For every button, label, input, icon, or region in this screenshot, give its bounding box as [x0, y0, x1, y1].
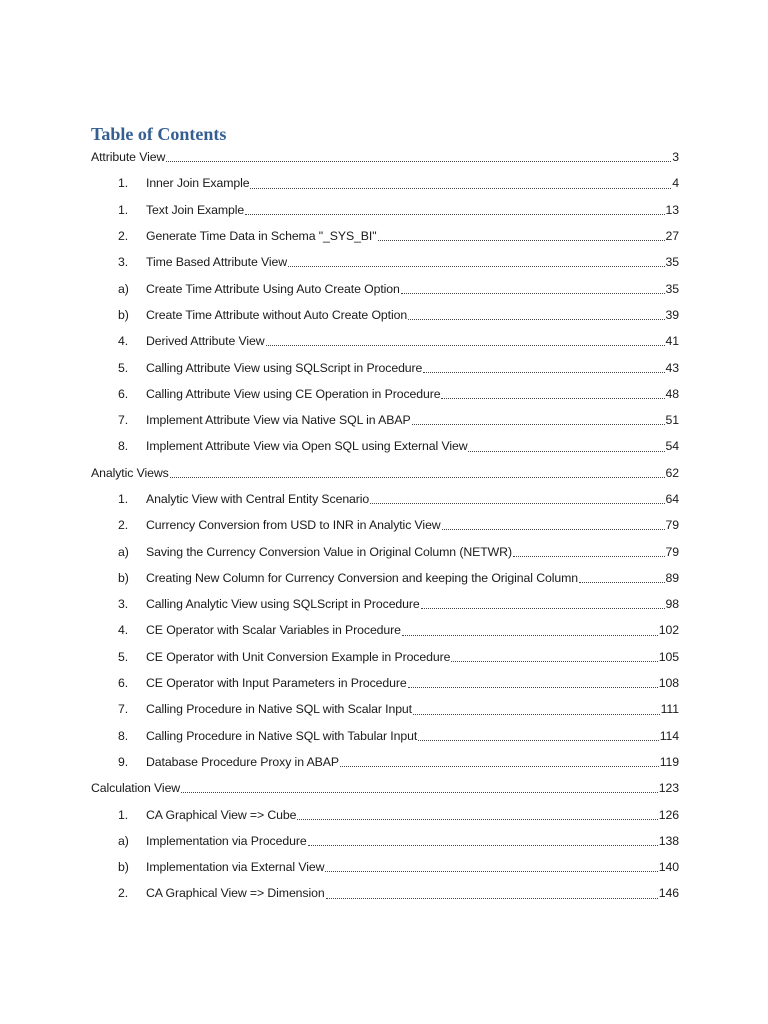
toc-entry-marker: b)	[118, 307, 129, 322]
toc-entry-text: Implement Attribute View via Native SQL in ABAP	[146, 413, 411, 428]
toc-page-number: 79	[665, 544, 679, 559]
toc-entry-text: Saving the Currency Conversion Value in Original Column (NETWR)	[146, 544, 512, 559]
toc-entry-text: Calling Procedure in Native SQL with Scalar Input	[146, 702, 412, 717]
toc-entry-marker: 9.	[118, 754, 129, 769]
toc-page-number: 64	[665, 492, 679, 506]
dot-leader	[326, 898, 658, 899]
toc-entry-text: Analytic View with Central Entity Scenario	[146, 492, 370, 506]
dot-leader	[401, 293, 665, 294]
toc-subsection-entry[interactable]	[91, 407, 679, 433]
toc-subsection-entry[interactable]	[91, 696, 679, 722]
toc-entry-text: Calling Attribute View using CE Operation in Procedure	[146, 386, 441, 401]
dot-leader	[250, 188, 671, 189]
toc-entry-text: CA Graphical View => Cube	[146, 807, 297, 822]
toc-entry-marker: 4.	[118, 623, 129, 638]
toc-entry-text: Calling Procedure in Native SQL with Tabular Input	[146, 728, 418, 743]
toc-entry-text: Calculation View	[91, 781, 181, 796]
dot-leader	[408, 687, 658, 688]
toc-entry-marker: b)	[118, 570, 129, 585]
toc-page-number: 111	[660, 702, 679, 717]
dot-leader	[402, 635, 658, 636]
toc-entry-text: Inner Join Example	[146, 176, 250, 191]
toc-subsection-entry[interactable]	[91, 617, 679, 643]
toc-page-number: 105	[658, 649, 679, 664]
toc-subsection-entry[interactable]	[91, 565, 679, 591]
toc-page-number: 89	[665, 570, 679, 585]
dot-leader	[170, 477, 665, 478]
toc-subsection-entry[interactable]	[91, 275, 679, 301]
toc-entry-text: CE Operator with Unit Conversion Example in Procedure	[146, 649, 451, 664]
toc-entry-marker: 5.	[118, 360, 129, 375]
toc-page-number: 43	[665, 360, 679, 375]
toc-page-number: 27	[665, 229, 679, 244]
toc-page-number: 35	[665, 255, 679, 270]
dot-leader	[166, 161, 671, 162]
toc-page-number: 114	[659, 728, 679, 743]
toc-entry-marker: 2.	[118, 229, 129, 244]
toc-entry-marker: 8.	[118, 439, 129, 454]
toc-page-number: 146	[658, 886, 679, 901]
toc-entry-text: Attribute View	[91, 150, 166, 165]
toc-entry-text: Time Based Attribute View	[146, 255, 288, 270]
toc-entry-marker: 7.	[118, 702, 129, 717]
toc-entry-marker: 6.	[118, 676, 129, 691]
toc-subsection-entry[interactable]	[91, 512, 679, 538]
toc-entry-text: Currency Conversion from USD to INR in Analytic View	[146, 518, 441, 533]
dot-leader	[468, 451, 664, 452]
toc-entry-marker: a)	[118, 281, 129, 296]
toc-subsection-entry[interactable]	[91, 354, 679, 380]
toc-page-number: 13	[665, 202, 679, 217]
toc-page-number: 39	[665, 307, 679, 322]
toc-entry-text: Calling Analytic View using SQLScript in Procedure	[146, 597, 420, 612]
toc-entry-text: Create Time Attribute Using Auto Create Option	[146, 281, 400, 296]
toc-page-number: 51	[665, 413, 679, 428]
toc-subsection-entry[interactable]	[91, 197, 679, 223]
toc-page-number: 126	[658, 807, 679, 822]
dot-leader	[408, 319, 664, 320]
toc-title: Table of Contents	[91, 124, 227, 144]
toc-entry-text: Text Join Example	[146, 202, 245, 217]
toc-entry-marker: 8.	[118, 728, 129, 743]
toc-subsection-entry[interactable]	[91, 591, 679, 617]
toc-entry-text: Implement Attribute View via Open SQL using External View	[146, 439, 468, 454]
toc-subsection-entry[interactable]	[91, 249, 679, 275]
toc-subsection-entry[interactable]	[91, 170, 679, 196]
toc-page-number: 4	[672, 176, 679, 191]
toc-page-number: 35	[665, 281, 679, 296]
toc-subsection-entry[interactable]	[91, 302, 679, 328]
dot-leader	[308, 845, 658, 846]
dot-leader	[378, 240, 665, 241]
toc-page-number: 3	[672, 150, 679, 165]
toc-subsection-entry[interactable]	[91, 828, 679, 854]
dot-leader	[245, 214, 664, 215]
toc-page-number: 48	[665, 386, 679, 401]
toc-entry-marker: 2.	[118, 886, 129, 901]
toc-entry-marker: 7.	[118, 413, 129, 428]
toc-entry-marker: 2.	[118, 518, 129, 533]
toc-subsection-entry[interactable]	[91, 749, 679, 775]
toc-section-entry[interactable]	[91, 775, 679, 801]
toc-subsection-entry[interactable]	[91, 538, 679, 564]
dot-leader	[297, 819, 657, 820]
toc-subsection-entry[interactable]	[91, 723, 679, 749]
toc-entry-marker: 5.	[118, 649, 129, 664]
dot-leader	[181, 792, 658, 793]
dot-leader	[340, 766, 659, 767]
toc-entry-text: Creating New Column for Currency Conversion and keeping the Original Column	[146, 570, 578, 585]
dot-leader	[451, 661, 657, 662]
dot-leader	[513, 556, 665, 557]
toc-subsection-entry[interactable]	[91, 854, 679, 880]
toc-entry-marker: 6.	[118, 386, 129, 401]
dot-leader	[370, 503, 664, 504]
toc-subsection-entry[interactable]	[91, 644, 679, 670]
toc-page-number: 41	[665, 334, 679, 349]
dot-leader	[412, 424, 665, 425]
toc-page-number: 140	[658, 860, 679, 875]
toc-subsection-entry[interactable]	[91, 486, 679, 512]
toc-entry-text: Calling Attribute View using SQLScript in Procedure	[146, 360, 423, 375]
toc-page-number: 138	[658, 833, 679, 848]
toc-page-number: 79	[665, 518, 679, 533]
toc-subsection-entry[interactable]	[91, 381, 679, 407]
toc-list	[91, 144, 679, 907]
toc-subsection-entry[interactable]	[91, 801, 679, 827]
toc-entry-marker: 3.	[118, 597, 129, 612]
toc-entry-text: Analytic Views	[91, 465, 169, 480]
toc-entry-text: CA Graphical View => Dimension	[146, 886, 325, 901]
dot-leader	[288, 266, 664, 267]
toc-entry-text: Database Procedure Proxy in ABAP	[146, 754, 339, 769]
toc-subsection-entry[interactable]	[91, 223, 679, 249]
toc-subsection-entry[interactable]	[91, 880, 679, 906]
toc-entry-text: Implementation via Procedure	[146, 833, 307, 848]
toc-subsection-entry[interactable]	[91, 670, 679, 696]
toc-section-entry[interactable]	[91, 460, 679, 486]
toc-entry-marker: a)	[118, 833, 129, 848]
toc-entry-marker: 1.	[118, 492, 129, 506]
toc-subsection-entry[interactable]	[91, 328, 679, 354]
toc-entry-marker: 1.	[118, 202, 129, 217]
toc-section-entry[interactable]	[91, 144, 679, 170]
toc-entry-marker: b)	[118, 860, 129, 875]
toc-entry-marker: 1.	[118, 176, 129, 191]
toc-page-number: 62	[665, 465, 679, 480]
toc-entry-text: Implementation via External View	[146, 860, 325, 875]
dot-leader	[441, 398, 664, 399]
toc-entry-text: CE Operator with Scalar Variables in Procedure	[146, 623, 401, 638]
dot-leader	[266, 345, 665, 346]
toc-entry-text: Derived Attribute View	[146, 334, 265, 349]
toc-subsection-entry[interactable]	[91, 433, 679, 459]
toc-entry-marker: 3.	[118, 255, 129, 270]
toc-entry-marker: a)	[118, 544, 129, 559]
toc-page-number: 102	[658, 623, 679, 638]
toc-entry-marker: 1.	[118, 807, 129, 822]
toc-page-number: 108	[658, 676, 679, 691]
dot-leader	[421, 608, 665, 609]
toc-page-number: 98	[665, 597, 679, 612]
toc-entry-marker: 4.	[118, 334, 129, 349]
toc-entry-text: CE Operator with Input Parameters in Procedure	[146, 676, 407, 691]
toc-entry-text: Create Time Attribute without Auto Create Option	[146, 307, 408, 322]
toc-entry-text: Generate Time Data in Schema "_SYS_BI"	[146, 229, 377, 244]
dot-leader	[418, 740, 659, 741]
toc-page-number: 54	[665, 439, 679, 454]
dot-leader	[579, 582, 665, 583]
toc-page-number: 119	[659, 754, 679, 769]
dot-leader	[413, 714, 660, 715]
dot-leader	[325, 871, 657, 872]
toc-page-number: 123	[658, 781, 679, 796]
dot-leader	[423, 372, 664, 373]
dot-leader	[442, 529, 665, 530]
